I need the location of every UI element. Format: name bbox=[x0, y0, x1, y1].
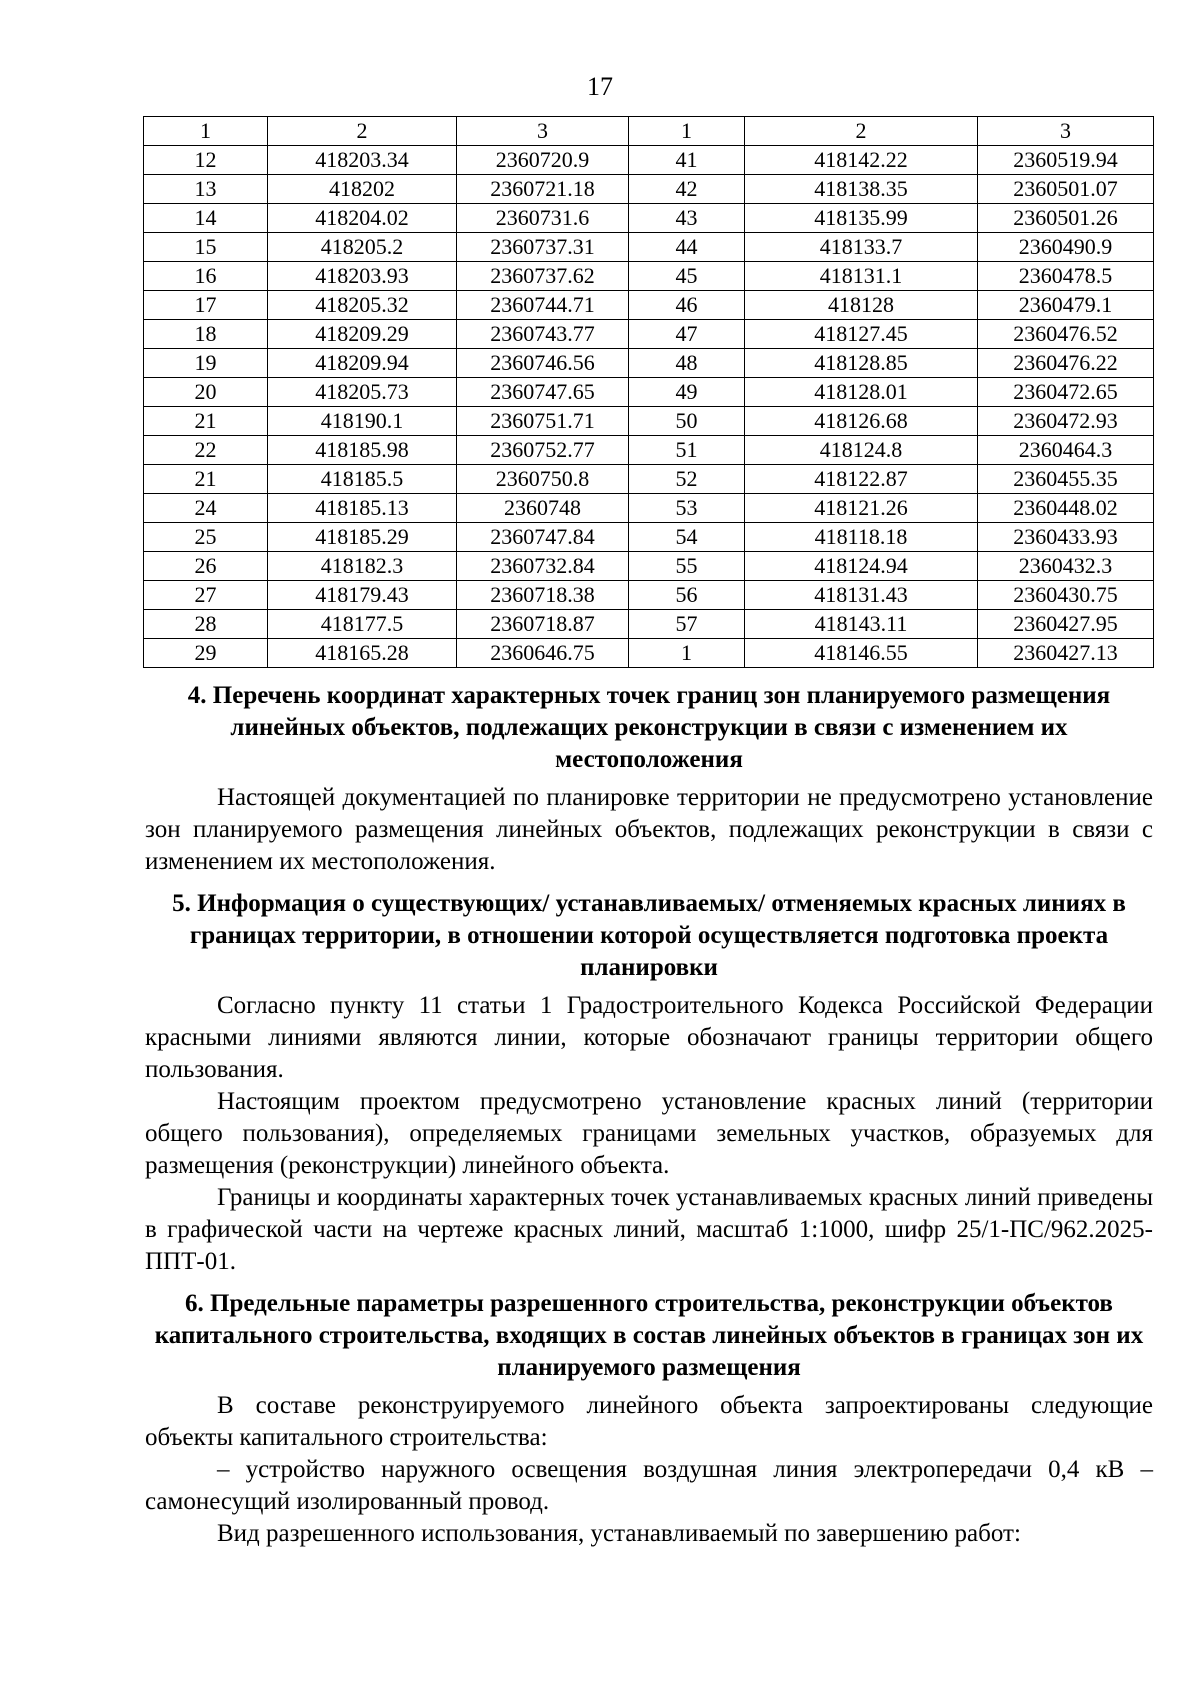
table-cell: 17 bbox=[144, 291, 268, 320]
table-cell: 16 bbox=[144, 262, 268, 291]
section-5-paragraph: Настоящим проектом предусмотрено установление красных линий (территории общего пользования), определяемых границами земельных участков, образуемых для размещения (реконструкции) линейного объекта. bbox=[145, 1088, 1153, 1179]
table-cell: 2360747.84 bbox=[457, 523, 629, 552]
table-cell: 55 bbox=[629, 552, 745, 581]
table-cell: 2360747.65 bbox=[457, 378, 629, 407]
table-cell: 418205.73 bbox=[268, 378, 457, 407]
table-cell: 12 bbox=[144, 146, 268, 175]
table-cell: 22 bbox=[144, 436, 268, 465]
table-cell: 2360752.77 bbox=[457, 436, 629, 465]
table-row bbox=[144, 581, 1154, 610]
table-cell: 14 bbox=[144, 204, 268, 233]
table-cell: 57 bbox=[629, 610, 745, 639]
table-cell: 2360476.22 bbox=[978, 349, 1154, 378]
table-header-cell: 1 bbox=[144, 117, 268, 146]
table-cell: 2360519.94 bbox=[978, 146, 1154, 175]
table-row bbox=[144, 494, 1154, 523]
table-cell: 418205.2 bbox=[268, 233, 457, 262]
table-cell: 2360430.75 bbox=[978, 581, 1154, 610]
table-cell: 29 bbox=[144, 639, 268, 668]
table-cell: 2360427.13 bbox=[978, 639, 1154, 668]
table-cell: 418121.26 bbox=[745, 494, 978, 523]
table-cell: 2360720.9 bbox=[457, 146, 629, 175]
table-cell: 53 bbox=[629, 494, 745, 523]
table-cell: 418182.3 bbox=[268, 552, 457, 581]
table-cell: 43 bbox=[629, 204, 745, 233]
section-5-heading: 5. Информация о существующих/ устанавливаемых/ отменяемых красных линиях в границах территории, в отношении которой осуществляется подготовка проекта планировки bbox=[172, 890, 1126, 981]
section-4-heading: 4. Перечень координат характерных точек границ зон планируемого размещения линейных объектов, подлежащих реконструкции в связи с изменением их местоположения bbox=[187, 682, 1111, 773]
table-cell: 418202 bbox=[268, 175, 457, 204]
table-cell: 418135.99 bbox=[745, 204, 978, 233]
table-cell: 2360732.84 bbox=[457, 552, 629, 581]
table-header-cell: 1 bbox=[629, 117, 745, 146]
table-cell: 41 bbox=[629, 146, 745, 175]
table-cell: 56 bbox=[629, 581, 745, 610]
table-cell: 418165.28 bbox=[268, 639, 457, 668]
table-cell: 2360433.93 bbox=[978, 523, 1154, 552]
table-header-cell: 3 bbox=[457, 117, 629, 146]
table-cell: 2360751.71 bbox=[457, 407, 629, 436]
table-cell: 2360721.18 bbox=[457, 175, 629, 204]
table-row bbox=[144, 146, 1154, 175]
table-cell: 418124.94 bbox=[745, 552, 978, 581]
table-cell: 19 bbox=[144, 349, 268, 378]
section-5-paragraph: Границы и координаты характерных точек устанавливаемых красных линий приведены в графической части на чертеже красных линий, масштаб 1:1000, шифр 25/1-ПС/962.2025-ППТ-01. bbox=[145, 1184, 1153, 1275]
table-body bbox=[144, 117, 1154, 668]
table-cell: 13 bbox=[144, 175, 268, 204]
table-cell: 418203.34 bbox=[268, 146, 457, 175]
table-cell: 418177.5 bbox=[268, 610, 457, 639]
table-cell: 2360731.6 bbox=[457, 204, 629, 233]
table-cell: 2360427.95 bbox=[978, 610, 1154, 639]
table-cell: 2360744.71 bbox=[457, 291, 629, 320]
table-cell: 418179.43 bbox=[268, 581, 457, 610]
table-cell: 54 bbox=[629, 523, 745, 552]
table-cell: 49 bbox=[629, 378, 745, 407]
section-5-paragraph: Согласно пункту 11 статьи 1 Градостроительного Кодекса Российской Федерации красными линиями являются линии, которые обозначают границы территории общего пользования. bbox=[145, 992, 1153, 1083]
table-cell: 26 bbox=[144, 552, 268, 581]
table-row bbox=[144, 552, 1154, 581]
table-cell: 28 bbox=[144, 610, 268, 639]
table-cell: 418138.35 bbox=[745, 175, 978, 204]
table-cell: 27 bbox=[144, 581, 268, 610]
table-cell: 2360490.9 bbox=[978, 233, 1154, 262]
table-header-row bbox=[144, 117, 1154, 146]
table-cell: 418209.94 bbox=[268, 349, 457, 378]
table-cell: 2360472.93 bbox=[978, 407, 1154, 436]
table-row bbox=[144, 204, 1154, 233]
table-cell: 52 bbox=[629, 465, 745, 494]
table-cell: 418205.32 bbox=[268, 291, 457, 320]
table-cell: 2360737.62 bbox=[457, 262, 629, 291]
coordinates-table bbox=[143, 116, 1154, 668]
table-row bbox=[144, 378, 1154, 407]
table-cell: 2360476.52 bbox=[978, 320, 1154, 349]
section-4-paragraph: Настоящей документацией по планировке территории не предусмотрено установление зон планируемого размещения линейных объектов, подлежащих реконструкции в связи с изменением их местоположения. bbox=[145, 784, 1153, 875]
table-cell: 46 bbox=[629, 291, 745, 320]
table-cell: 2360743.77 bbox=[457, 320, 629, 349]
table-row bbox=[144, 610, 1154, 639]
table-cell: 418204.02 bbox=[268, 204, 457, 233]
table-row bbox=[144, 291, 1154, 320]
table-row bbox=[144, 262, 1154, 291]
table-cell: 418190.1 bbox=[268, 407, 457, 436]
section-6-heading: 6. Предельные параметры разрешенного строительства, реконструкции объектов капитального строительства, входящих в состав линейных объектов в границах зон их планируемого размещения bbox=[154, 1290, 1144, 1381]
table-cell: 48 bbox=[629, 349, 745, 378]
table-cell: 418127.45 bbox=[745, 320, 978, 349]
table-header-cell: 2 bbox=[745, 117, 978, 146]
table-cell: 418146.55 bbox=[745, 639, 978, 668]
table-cell: 418128.85 bbox=[745, 349, 978, 378]
table-cell: 47 bbox=[629, 320, 745, 349]
table-cell: 2360432.3 bbox=[978, 552, 1154, 581]
table-cell: 2360746.56 bbox=[457, 349, 629, 378]
section-6-list-item: – устройство наружного освещения воздушная линия электропередачи 0,4 кВ – самонесущий изолированный провод. bbox=[145, 1456, 1153, 1515]
table-row bbox=[144, 407, 1154, 436]
table-cell: 418185.29 bbox=[268, 523, 457, 552]
table-cell: 2360501.07 bbox=[978, 175, 1154, 204]
table-cell: 418142.22 bbox=[745, 146, 978, 175]
table-cell: 418128 bbox=[745, 291, 978, 320]
table-cell: 25 bbox=[144, 523, 268, 552]
table-cell: 2360748 bbox=[457, 494, 629, 523]
table-cell: 418131.1 bbox=[745, 262, 978, 291]
table-row bbox=[144, 465, 1154, 494]
table-cell: 2360455.35 bbox=[978, 465, 1154, 494]
table-row bbox=[144, 175, 1154, 204]
table-cell: 418185.13 bbox=[268, 494, 457, 523]
table-cell: 21 bbox=[144, 465, 268, 494]
table-header-cell: 3 bbox=[978, 117, 1154, 146]
table-cell: 418126.68 bbox=[745, 407, 978, 436]
document-body bbox=[145, 680, 1153, 1550]
table-cell: 2360718.38 bbox=[457, 581, 629, 610]
table-cell: 418203.93 bbox=[268, 262, 457, 291]
table-cell: 24 bbox=[144, 494, 268, 523]
table-row bbox=[144, 639, 1154, 668]
table-cell: 418185.98 bbox=[268, 436, 457, 465]
table-cell: 2360501.26 bbox=[978, 204, 1154, 233]
table-cell: 2360464.3 bbox=[978, 436, 1154, 465]
table-cell: 2360478.5 bbox=[978, 262, 1154, 291]
table-cell: 2360646.75 bbox=[457, 639, 629, 668]
section-6-paragraph: Вид разрешенного использования, устанавливаемый по завершению работ: bbox=[217, 1520, 1021, 1547]
table-cell: 2360448.02 bbox=[978, 494, 1154, 523]
table-header-cell: 2 bbox=[268, 117, 457, 146]
table-cell: 418128.01 bbox=[745, 378, 978, 407]
table-cell: 15 bbox=[144, 233, 268, 262]
table-cell: 1 bbox=[629, 639, 745, 668]
table-row bbox=[144, 436, 1154, 465]
table-row bbox=[144, 233, 1154, 262]
table-cell: 45 bbox=[629, 262, 745, 291]
table-cell: 21 bbox=[144, 407, 268, 436]
table-cell: 418122.87 bbox=[745, 465, 978, 494]
table-cell: 418124.8 bbox=[745, 436, 978, 465]
table-cell: 42 bbox=[629, 175, 745, 204]
table-cell: 418118.18 bbox=[745, 523, 978, 552]
table-cell: 20 bbox=[144, 378, 268, 407]
table-cell: 418131.43 bbox=[745, 581, 978, 610]
table-row bbox=[144, 349, 1154, 378]
table-cell: 18 bbox=[144, 320, 268, 349]
table-cell: 50 bbox=[629, 407, 745, 436]
page-number: 17 bbox=[587, 72, 613, 101]
table-cell: 2360479.1 bbox=[978, 291, 1154, 320]
table-cell: 418143.11 bbox=[745, 610, 978, 639]
table-cell: 418209.29 bbox=[268, 320, 457, 349]
table-row bbox=[144, 320, 1154, 349]
table-cell: 2360750.8 bbox=[457, 465, 629, 494]
table-row bbox=[144, 523, 1154, 552]
table-cell: 2360472.65 bbox=[978, 378, 1154, 407]
table-cell: 2360718.87 bbox=[457, 610, 629, 639]
table-cell: 44 bbox=[629, 233, 745, 262]
table-cell: 51 bbox=[629, 436, 745, 465]
table-cell: 2360737.31 bbox=[457, 233, 629, 262]
section-6-paragraph: В составе реконструируемого линейного объекта запроектированы следующие объекты капитального строительства: bbox=[145, 1392, 1153, 1451]
table-cell: 418133.7 bbox=[745, 233, 978, 262]
table-cell: 418185.5 bbox=[268, 465, 457, 494]
